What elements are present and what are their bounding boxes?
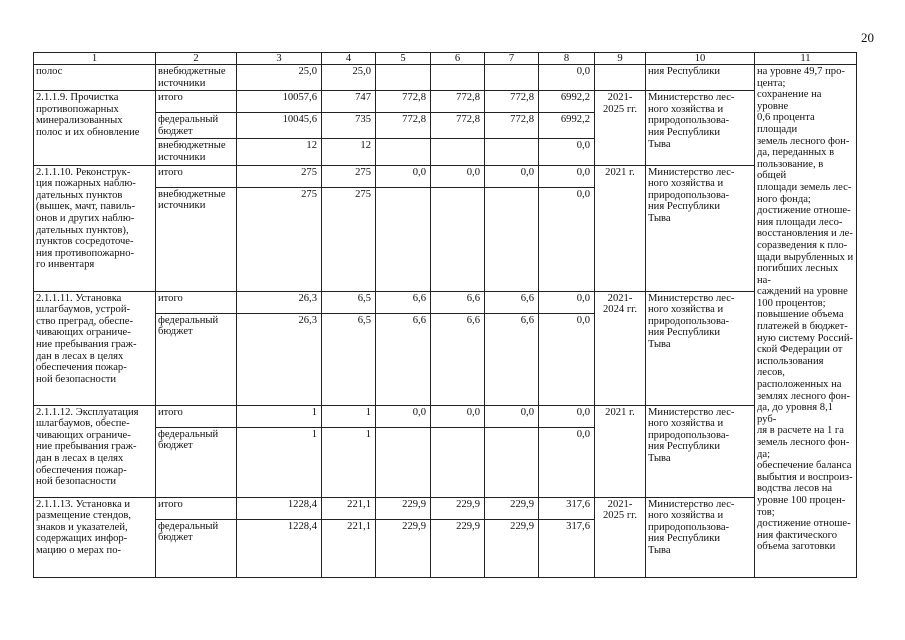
amount-cell: 6,6 [485, 313, 539, 405]
amount-cell: 772,8 [485, 113, 539, 139]
responsible-cell: ния Республики [646, 65, 755, 91]
amount-cell: 772,8 [376, 113, 431, 139]
period-cell: 2021 г. [595, 405, 646, 497]
period-cell: 2021- 2025 гг. [595, 497, 646, 577]
amount-cell: 1 [237, 405, 322, 427]
amount-cell: 1 [322, 427, 376, 497]
header-cell: 7 [485, 53, 539, 65]
header-cell: 3 [237, 53, 322, 65]
funding-source-cell: итого [156, 91, 237, 113]
amount-cell [376, 65, 431, 91]
amount-cell: 0,0 [539, 65, 595, 91]
amount-cell: 0,0 [539, 313, 595, 405]
amount-cell: 275 [322, 187, 376, 291]
amount-cell: 1228,4 [237, 497, 322, 519]
responsible-cell: Министерство лес- ного хозяйства и природопользова- ния Республики Тыва [646, 405, 755, 497]
table-row [34, 497, 857, 519]
amount-cell [376, 139, 431, 165]
amount-cell: 1 [237, 427, 322, 497]
measure-name-cell: полос [34, 65, 156, 91]
amount-cell [431, 139, 485, 165]
amount-cell: 6,6 [376, 291, 431, 313]
amount-cell: 0,0 [539, 165, 595, 187]
amount-cell: 0,0 [539, 291, 595, 313]
funding-source-cell: федеральный бюджет [156, 519, 237, 577]
responsible-cell: Министерство лес- ного хозяйства и природопользова- ния Республики Тыва [646, 497, 755, 577]
amount-cell: 26,3 [237, 291, 322, 313]
amount-cell: 0,0 [431, 165, 485, 187]
period-cell: 2021 г. [595, 165, 646, 291]
amount-cell: 6,5 [322, 291, 376, 313]
table-row [34, 91, 857, 113]
amount-cell: 6,6 [376, 313, 431, 405]
amount-cell: 229,9 [376, 497, 431, 519]
period-cell [595, 65, 646, 91]
amount-cell: 317,6 [539, 519, 595, 577]
table-row [34, 405, 857, 427]
amount-cell [485, 65, 539, 91]
amount-cell: 229,9 [431, 519, 485, 577]
amount-cell: 0,0 [539, 405, 595, 427]
amount-cell: 229,9 [376, 519, 431, 577]
indicators-cell: на уровне 49,7 про- цента; сохранение на уровне 0,6 процента площади земель лесного фон- да, переданных в пользование, в общей площади земель лес- ного фонда; достижение отноше- ния площади лесо- восстановления и ле- соразведения к пло- щади вырубленных и погибших лесных на- саждений на уровне 100 процентов; повышение объема платежей в бюджет- ную систему Россий- ской Федерации от использования лесов, расположенных на землях лесного фон- да, до уровня 8,1 руб- ля в расчете на 1 га земель лесного фон- да; обеспечение баланса выбытия и воспроиз- водства лесов на уровне 100 процен- тов; достижение отноше- ния фактического объема заготовки [755, 65, 857, 578]
funding-source-cell: итого [156, 405, 237, 427]
amount-cell: 0,0 [485, 405, 539, 427]
amount-cell: 317,6 [539, 497, 595, 519]
measure-name-cell: 2.1.1.9. Прочистка противопожарных минерализованных полос и их обновление [34, 91, 156, 165]
amount-cell: 0,0 [376, 405, 431, 427]
funding-source-cell: внебюджетные источники [156, 65, 237, 91]
amount-cell: 275 [237, 165, 322, 187]
table-row [34, 165, 857, 187]
amount-cell [376, 187, 431, 291]
amount-cell: 0,0 [539, 139, 595, 165]
amount-cell: 12 [322, 139, 376, 165]
amount-cell: 1 [322, 405, 376, 427]
amount-cell: 6,6 [485, 291, 539, 313]
amount-cell: 6,5 [322, 313, 376, 405]
amount-cell: 26,3 [237, 313, 322, 405]
amount-cell [431, 65, 485, 91]
amount-cell: 747 [322, 91, 376, 113]
responsible-cell: Министерство лес- ного хозяйства и природопользова- ния Республики Тыва [646, 165, 755, 291]
amount-cell: 0,0 [376, 165, 431, 187]
amount-cell: 10057,6 [237, 91, 322, 113]
amount-cell: 221,1 [322, 497, 376, 519]
measure-name-cell: 2.1.1.10. Реконструк- ция пожарных наблю- дательных пунктов (вышек, мачт, павиль- онов и других наблю- дательных пунктов), пунктов сосредоточе- ния противопожарно- го инвентаря [34, 165, 156, 291]
funding-source-cell: внебюджетные источники [156, 187, 237, 291]
header-cell: 9 [595, 53, 646, 65]
header-cell: 11 [755, 53, 857, 65]
amount-cell: 25,0 [237, 65, 322, 91]
amount-cell: 12 [237, 139, 322, 165]
table-row [34, 291, 857, 313]
amount-cell [431, 427, 485, 497]
amount-cell: 772,8 [431, 113, 485, 139]
amount-cell [485, 187, 539, 291]
header-cell: 5 [376, 53, 431, 65]
amount-cell [485, 139, 539, 165]
period-cell: 2021- 2024 гг. [595, 291, 646, 405]
amount-cell: 229,9 [431, 497, 485, 519]
amount-cell: 221,1 [322, 519, 376, 577]
measure-name-cell: 2.1.1.13. Установка и размещение стендов, знаков и указателей, содержащих инфор- мацию о мерах по- [34, 497, 156, 577]
amount-cell: 229,9 [485, 519, 539, 577]
page-number: 20 [861, 30, 874, 45]
funding-source-cell: итого [156, 165, 237, 187]
header-cell: 10 [646, 53, 755, 65]
header-cell: 4 [322, 53, 376, 65]
amount-cell: 772,8 [376, 91, 431, 113]
responsible-cell: Министерство лес- ного хозяйства и природопользова- ния Республики Тыва [646, 291, 755, 405]
funding-source-cell: федеральный бюджет [156, 427, 237, 497]
amount-cell [485, 427, 539, 497]
amount-cell: 6,6 [431, 291, 485, 313]
measure-name-cell: 2.1.1.11. Установка шлагбаумов, устрой- ство преград, обеспе- чивающих ограниче- ние пребывания граж- дан в лесах в целях обеспечения пожар- ной безопасности [34, 291, 156, 405]
amount-cell: 10045,6 [237, 113, 322, 139]
amount-cell: 735 [322, 113, 376, 139]
funding-source-cell: итого [156, 497, 237, 519]
period-cell: 2021- 2025 гг. [595, 91, 646, 165]
amount-cell: 6,6 [431, 313, 485, 405]
amount-cell: 0,0 [539, 427, 595, 497]
funding-source-cell: федеральный бюджет [156, 113, 237, 139]
header-cell: 1 [34, 53, 156, 65]
funding-source-cell: внебюджетные источники [156, 139, 237, 165]
amount-cell: 772,8 [485, 91, 539, 113]
amount-cell [376, 427, 431, 497]
header-cell: 6 [431, 53, 485, 65]
amount-cell: 6992,2 [539, 91, 595, 113]
header-cell: 2 [156, 53, 237, 65]
amount-cell: 229,9 [485, 497, 539, 519]
amount-cell: 0,0 [485, 165, 539, 187]
measure-name-cell: 2.1.1.12. Эксплуатация шлагбаумов, обеспе- чивающих ограниче- ние пребывания граж- дан в лесах в целях обеспечения пожар- ной безопасности [34, 405, 156, 497]
amount-cell: 6992,2 [539, 113, 595, 139]
header-cell: 8 [539, 53, 595, 65]
amount-cell: 0,0 [431, 405, 485, 427]
amount-cell: 772,8 [431, 91, 485, 113]
amount-cell: 25,0 [322, 65, 376, 91]
table-row [34, 65, 857, 91]
funding-source-cell: федеральный бюджет [156, 313, 237, 405]
header-row [34, 53, 857, 65]
responsible-cell: Министерство лес- ного хозяйства и природопользова- ния Республики Тыва [646, 91, 755, 165]
amount-cell: 275 [237, 187, 322, 291]
amount-cell: 0,0 [539, 187, 595, 291]
funding-source-cell: итого [156, 291, 237, 313]
program-table [33, 52, 857, 578]
amount-cell [431, 187, 485, 291]
amount-cell: 1228,4 [237, 519, 322, 577]
amount-cell: 275 [322, 165, 376, 187]
